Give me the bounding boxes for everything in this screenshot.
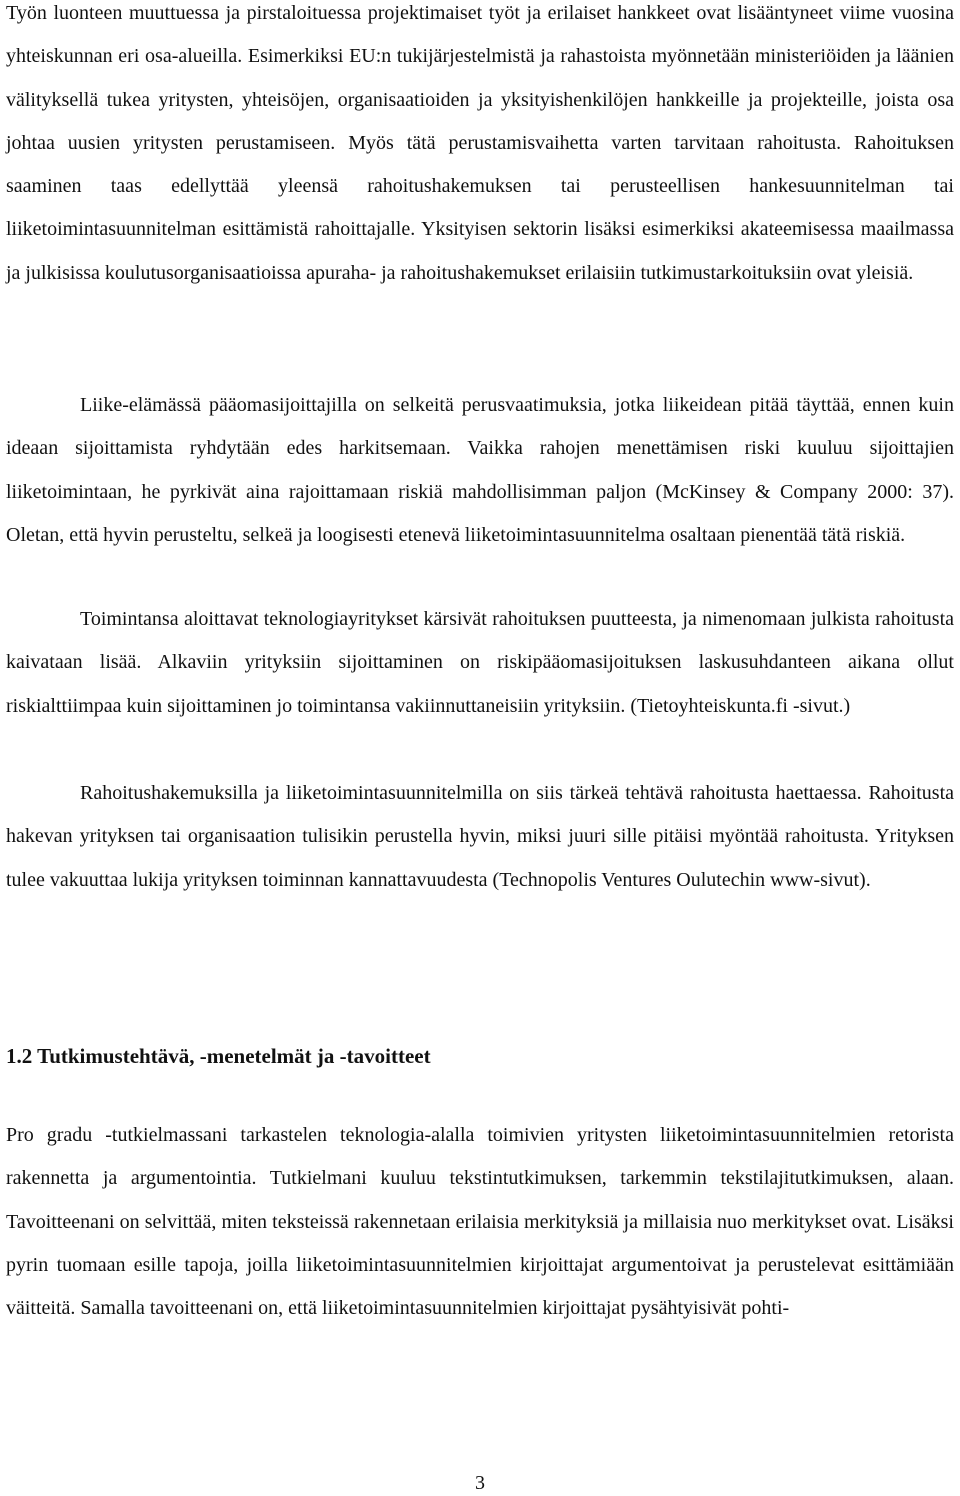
page-number: 3 <box>475 1472 485 1494</box>
paragraph-3: Toimintansa aloittavat teknologiayritykset kärsivät rahoituksen puutteesta, ja nimenomaan julkista rahoitusta kaivataan lisää. Alkaviin yrityksiin sijoittaminen on riskipääomasijoituksen laskusuhdanteen aikana ollut riskialttiimpaa kuin sijoittaminen jo toimintansa vakiinnuttaneisiin yrityksiin. (Tietoyhteiskunta.fi -sivut.) <box>6 608 954 717</box>
section-paragraph: Pro gradu -tutkielmassani tarkastelen teknologia-alalla toimivien yritysten liiketoimintasuunnitelmien retorista rakennetta ja argumentointia. Tutkielmani kuuluu tekstintutkimuksen, tarkemmin tekstilajitutkimuksen, alaan. Tavoitteenani on selvittää, miten teksteissä rakennetaan erilaisia merkityksiä ja millaisia nuo merkitykset ovat. Lisäksi pyrin tuomaan esille tapoja, joilla liiketoimintasuunnitelmien kirjoittajat argumentoivat ja perustelevat esittämiään väitteitä. Samalla tavoitteenani on, että liiketoimintasuunnitelmien kirjoittajat pysähtyisivät pohti- <box>6 1124 954 1320</box>
paragraph-2: Liike-elämässä pääomasijoittajilla on selkeitä perusvaatimuksia, jotka liikeidean pitää täyttää, ennen kuin ideaan sijoittamista ryhdytään edes harkitsemaan. Vaikka rahojen menettämisen riski kuuluu sijoittajien liiketoimintaan, he pyrkivät aina rajoittamaan riskiä mahdollisimman paljon (McKinsey & Company 2000: 37). Oletan, että hyvin perusteltu, selkeä ja loogisesti etenevä liiketoimintasuunnitelma osaltaan pienentää tätä riskiä. <box>6 394 954 546</box>
paragraph-4: Rahoitushakemuksilla ja liiketoimintasuunnitelmilla on siis tärkeä tehtävä rahoitusta haettaessa. Rahoitusta hakevan yrityksen tai organisaation tulisikin perustella hyvin, miksi juuri sille pitäisi myöntää rahoitusta. Yrityksen tulee vakuuttaa lukija yrityksen toiminnan kannattavuudesta (Technopolis Ventures Oulutechin www-sivut). <box>6 782 954 891</box>
section-heading: 1.2 Tutkimustehtävä, -menetelmät ja -tavoitteet <box>6 1044 431 1068</box>
paragraph-1: Työn luonteen muuttuessa ja pirstaloituessa projektimaiset työt ja erilaiset hankkeet ovat lisääntyneet viime vuosina yhteiskunnan eri osa-alueilla. Esimerkiksi EU:n tukijärjestelmistä ja rahastoista myönnetään ministeriöiden ja läänien välityksellä tukea yritysten, yhteisöjen, organisaatioiden ja yksityishenkilöjen hankkeille ja projekteille, joista osa johtaa uusien yritysten perustamiseen. Myös tätä perustamisvaihetta varten tarvitaan rahoitusta. Rahoituksen saaminen taas edellyttää yleensä rahoitushakemuksen tai perusteellisen hankesuunnitelman tai liiketoimintasuunnitelman esittämistä rahoittajalle. Yksityisen sektorin lisäksi esimerkiksi akateemisessa maailmassa ja julkisissa koulutusorganisaatioissa apuraha- ja rahoitushakemukset erilaisiin tutkimustarkoituksiin ovat yleisiä. <box>6 2 954 284</box>
